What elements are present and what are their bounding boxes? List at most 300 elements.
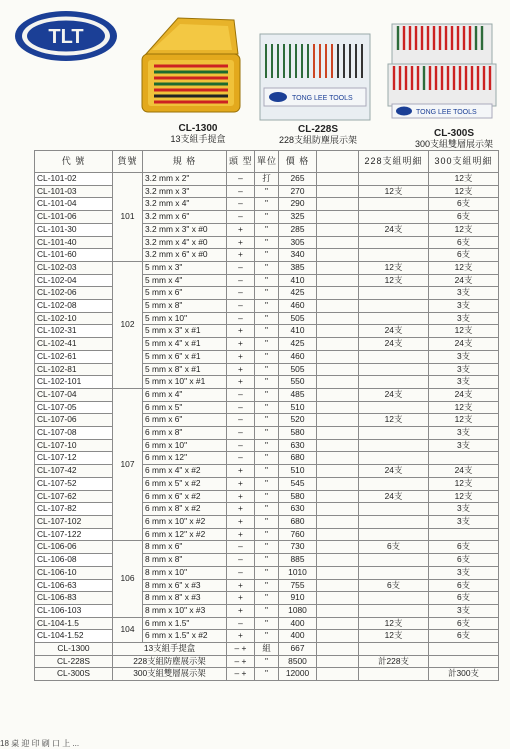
cell-blank — [317, 249, 359, 262]
cell-code: CL-102-04 — [35, 274, 113, 287]
cell-blank — [317, 592, 359, 605]
cell-head: – — [227, 541, 255, 554]
cell-set300: 24支 — [429, 274, 499, 287]
table-row — [35, 363, 499, 376]
cell-spec: 5 mm x 3" — [143, 261, 227, 274]
table-row — [35, 249, 499, 262]
caption-code: CL-1300 — [178, 123, 218, 134]
cell-desc: 13支組手提盒 — [113, 643, 227, 656]
cell-code: CL-102-03 — [35, 261, 113, 274]
cell-spec: 6 mm x 6" — [143, 414, 227, 427]
cell-blank — [317, 617, 359, 630]
table-row — [35, 401, 499, 414]
set-row — [35, 643, 499, 656]
cell-unit: " — [255, 249, 279, 262]
cell-spec: 8 mm x 10" — [143, 566, 227, 579]
cell-price: 545 — [279, 477, 317, 490]
cell-blank — [317, 287, 359, 300]
cell-head: – + — [227, 655, 255, 668]
display-brand-text: TONG LEE TOOLS — [292, 95, 353, 102]
cell-head: + — [227, 503, 255, 516]
cell-code: CL-107-12 — [35, 452, 113, 465]
cell-head: – — [227, 173, 255, 186]
table-row — [35, 338, 499, 351]
caption-cl-300s — [400, 128, 508, 150]
cell-price: 630 — [279, 503, 317, 516]
cell-spec: 5 mm x 4" — [143, 274, 227, 287]
cell-price: 340 — [279, 249, 317, 262]
cell-unit: " — [255, 515, 279, 528]
cell-spec: 5 mm x 10" x #1 — [143, 376, 227, 389]
caption-code: CL-300S — [433, 128, 474, 139]
cell-unit: " — [255, 592, 279, 605]
cell-set228 — [359, 376, 429, 389]
table-row — [35, 350, 499, 363]
cell-head: – — [227, 566, 255, 579]
cell-spec: 8 mm x 6" x #3 — [143, 579, 227, 592]
cell-blank — [317, 554, 359, 567]
cell-set300: 6支 — [429, 249, 499, 262]
cell-price: 520 — [279, 414, 317, 427]
set-row — [35, 668, 499, 681]
cell-head: – — [227, 287, 255, 300]
cell-set228 — [359, 350, 429, 363]
cell-blank — [317, 503, 359, 516]
table-row — [35, 312, 499, 325]
cell-head: + — [227, 528, 255, 541]
cell-spec: 5 mm x 3" x #1 — [143, 325, 227, 338]
table-row — [35, 211, 499, 224]
cell-price: 760 — [279, 528, 317, 541]
cell-head: – — [227, 414, 255, 427]
cell-goods: 104 — [113, 617, 143, 642]
cell-spec: 8 mm x 6" — [143, 541, 227, 554]
cell-spec: 5 mm x 6" x #1 — [143, 350, 227, 363]
table-row — [35, 579, 499, 592]
cell-unit: " — [255, 261, 279, 274]
table-header-row — [35, 151, 499, 173]
cell-spec: 6 mm x 10" x #2 — [143, 515, 227, 528]
cell-set228: 24支 — [359, 325, 429, 338]
cell-spec: 5 mm x 8" x #1 — [143, 363, 227, 376]
cell-unit: " — [255, 566, 279, 579]
cell-head: – — [227, 274, 255, 287]
cell-blank — [317, 439, 359, 452]
cell-blank — [317, 541, 359, 554]
cell-head: – — [227, 261, 255, 274]
cell-spec: 6 mm x 12" x #2 — [143, 528, 227, 541]
cell-set300: 6支 — [429, 236, 499, 249]
cell-price: 730 — [279, 541, 317, 554]
cell-set300: 12支 — [429, 477, 499, 490]
cell-head: + — [227, 249, 255, 262]
cell-code: CL-101-40 — [35, 236, 113, 249]
cell-spec: 6 mm x 8" x #2 — [143, 503, 227, 516]
cell-set228 — [359, 173, 429, 186]
cell-spec: 5 mm x 10" — [143, 312, 227, 325]
cell-blank — [317, 452, 359, 465]
cell-set228: 12支 — [359, 630, 429, 643]
cell-head: – — [227, 211, 255, 224]
cell-set300: 3支 — [429, 515, 499, 528]
cell-desc: 300支組雙層展示架 — [113, 668, 227, 681]
cell-set300: 6支 — [429, 211, 499, 224]
cell-head: – — [227, 198, 255, 211]
table-row — [35, 528, 499, 541]
cell-blank — [317, 363, 359, 376]
cell-unit: " — [255, 477, 279, 490]
cell-set300: 12支 — [429, 173, 499, 186]
table-row — [35, 515, 499, 528]
cell-head: + — [227, 579, 255, 592]
cell-unit: " — [255, 668, 279, 681]
table-row — [35, 477, 499, 490]
cell-blank — [317, 223, 359, 236]
cell-unit: " — [255, 439, 279, 452]
cell-goods: 107 — [113, 388, 143, 540]
table-row — [35, 414, 499, 427]
cell-price: 460 — [279, 300, 317, 313]
cell-set300: 3支 — [429, 363, 499, 376]
cell-set228 — [359, 427, 429, 440]
cell-price: 285 — [279, 223, 317, 236]
cell-price: 505 — [279, 312, 317, 325]
cell-unit: " — [255, 376, 279, 389]
cell-blank — [317, 388, 359, 401]
cell-blank — [317, 261, 359, 274]
cell-head: – + — [227, 643, 255, 656]
table-row — [35, 490, 499, 503]
cell-spec: 3.2 mm x 3" — [143, 185, 227, 198]
cell-set300: 3支 — [429, 503, 499, 516]
cell-set228: 12支 — [359, 274, 429, 287]
cell-set300: 6支 — [429, 592, 499, 605]
cell-code: CL-102-101 — [35, 376, 113, 389]
cell-set228 — [359, 401, 429, 414]
table-row — [35, 452, 499, 465]
table-row — [35, 300, 499, 313]
cell-price: 1080 — [279, 604, 317, 617]
cell-head: – — [227, 312, 255, 325]
cell-unit: " — [255, 655, 279, 668]
cell-head: – — [227, 401, 255, 414]
header-code: 代 號 — [35, 151, 113, 173]
cell-head: – — [227, 439, 255, 452]
caption-desc: 13支組手提盒 — [170, 134, 226, 144]
cell-set228: 24支 — [359, 388, 429, 401]
cell-head: + — [227, 223, 255, 236]
cell-blank — [317, 173, 359, 186]
cell-code: CL-106-10 — [35, 566, 113, 579]
product-image-cl-300s — [384, 18, 500, 122]
cell-code: CL-107-04 — [35, 388, 113, 401]
header-set300: 300支組明細 — [429, 151, 499, 173]
cell-code: CL-101-02 — [35, 173, 113, 186]
cell-unit: " — [255, 465, 279, 478]
cell-spec: 3.2 mm x 4" x #0 — [143, 236, 227, 249]
cell-code: CL-107-08 — [35, 427, 113, 440]
cell-price: 680 — [279, 515, 317, 528]
cell-code: CL-1300 — [35, 643, 113, 656]
cell-spec: 3.2 mm x 6" — [143, 211, 227, 224]
cell-blank — [317, 643, 359, 656]
cell-price: 400 — [279, 630, 317, 643]
cell-set228: 24支 — [359, 465, 429, 478]
cell-set300: 3支 — [429, 287, 499, 300]
cell-set300: 12支 — [429, 490, 499, 503]
cell-set228 — [359, 363, 429, 376]
table-body — [35, 173, 499, 681]
cell-set300 — [429, 655, 499, 668]
cell-price: 410 — [279, 274, 317, 287]
cell-price: 410 — [279, 325, 317, 338]
cell-set228 — [359, 211, 429, 224]
cell-blank — [317, 401, 359, 414]
tlt-logo — [14, 10, 118, 62]
cell-price: 630 — [279, 439, 317, 452]
cell-code: CL-106-08 — [35, 554, 113, 567]
cell-head: + — [227, 236, 255, 249]
cell-desc: 228支組防塵展示架 — [113, 655, 227, 668]
cell-unit: " — [255, 312, 279, 325]
cell-price: 885 — [279, 554, 317, 567]
cell-spec: 6 mm x 10" — [143, 439, 227, 452]
cell-code: CL-102-61 — [35, 350, 113, 363]
cell-blank — [317, 274, 359, 287]
cell-price: 510 — [279, 465, 317, 478]
cell-blank — [317, 312, 359, 325]
cell-price: 425 — [279, 338, 317, 351]
cell-set228 — [359, 554, 429, 567]
cell-code: CL-102-06 — [35, 287, 113, 300]
cell-set300: 6支 — [429, 554, 499, 567]
cell-code: CL-107-122 — [35, 528, 113, 541]
header-unit: 單位 — [255, 151, 279, 173]
cell-head: – + — [227, 668, 255, 681]
cell-blank — [317, 236, 359, 249]
cell-set300 — [429, 528, 499, 541]
cell-head: + — [227, 363, 255, 376]
cell-unit: " — [255, 401, 279, 414]
cell-blank — [317, 579, 359, 592]
cell-head: + — [227, 376, 255, 389]
cell-head: – — [227, 452, 255, 465]
cell-set300: 3支 — [429, 604, 499, 617]
cell-unit: " — [255, 236, 279, 249]
cell-code: CL-107-82 — [35, 503, 113, 516]
cell-set228 — [359, 249, 429, 262]
table-row — [35, 503, 499, 516]
table-row — [35, 604, 499, 617]
cell-set228: 12支 — [359, 185, 429, 198]
cell-unit: " — [255, 452, 279, 465]
cell-unit: " — [255, 338, 279, 351]
table-row — [35, 427, 499, 440]
cell-unit: " — [255, 414, 279, 427]
cell-set228 — [359, 643, 429, 656]
cell-code: CL-101-60 — [35, 249, 113, 262]
cell-set228: 24支 — [359, 490, 429, 503]
cell-price: 667 — [279, 643, 317, 656]
cell-code: CL-101-04 — [35, 198, 113, 211]
cell-spec: 3.2 mm x 2" — [143, 173, 227, 186]
table-row — [35, 236, 499, 249]
cell-head: + — [227, 350, 255, 363]
table-row — [35, 554, 499, 567]
cell-spec: 3.2 mm x 4" — [143, 198, 227, 211]
cell-set300: 6支 — [429, 617, 499, 630]
cell-set300: 3支 — [429, 376, 499, 389]
cell-unit: " — [255, 604, 279, 617]
cell-blank — [317, 325, 359, 338]
cell-code: CL-102-08 — [35, 300, 113, 313]
cell-unit: 組 — [255, 643, 279, 656]
cell-code: CL-104-1.5 — [35, 617, 113, 630]
cell-spec: 5 mm x 4" x #1 — [143, 338, 227, 351]
cell-set300: 3支 — [429, 427, 499, 440]
cell-blank — [317, 490, 359, 503]
cell-unit: " — [255, 198, 279, 211]
cell-set228 — [359, 198, 429, 211]
cell-price: 505 — [279, 363, 317, 376]
cell-unit: 打 — [255, 173, 279, 186]
cell-spec: 6 mm x 8" — [143, 427, 227, 440]
cell-spec: 3.2 mm x 6" x #0 — [143, 249, 227, 262]
cell-set300: 3支 — [429, 566, 499, 579]
cell-spec: 6 mm x 4" — [143, 388, 227, 401]
table-row — [35, 173, 499, 186]
cell-code: CL-107-102 — [35, 515, 113, 528]
table-row — [35, 617, 499, 630]
cell-spec: 5 mm x 6" — [143, 287, 227, 300]
cell-code: CL-106-83 — [35, 592, 113, 605]
cell-spec: 6 mm x 5" x #2 — [143, 477, 227, 490]
display-brand-text: TONG LEE TOOLS — [416, 109, 477, 116]
cell-set228: 計228支 — [359, 655, 429, 668]
cell-blank — [317, 477, 359, 490]
cell-blank — [317, 515, 359, 528]
logo-text: TLT — [48, 26, 84, 48]
cell-goods: 106 — [113, 541, 143, 617]
cell-set228: 12支 — [359, 414, 429, 427]
cell-price: 270 — [279, 185, 317, 198]
cell-blank — [317, 211, 359, 224]
table-row — [35, 388, 499, 401]
table-row — [35, 185, 499, 198]
cell-code: CL-102-41 — [35, 338, 113, 351]
cell-blank — [317, 376, 359, 389]
header-set228: 228支組明細 — [359, 151, 429, 173]
cell-price: 425 — [279, 287, 317, 300]
cell-code: CL-104-1.52 — [35, 630, 113, 643]
cell-set228 — [359, 592, 429, 605]
cell-set300: 3支 — [429, 350, 499, 363]
product-image-cl-1300 — [138, 14, 244, 116]
caption-cl-1300 — [148, 123, 248, 145]
caption-code: CL-228S — [297, 124, 338, 135]
cell-spec: 6 mm x 12" — [143, 452, 227, 465]
cell-set228 — [359, 668, 429, 681]
cell-blank — [317, 300, 359, 313]
cell-price: 400 — [279, 617, 317, 630]
table-row — [35, 630, 499, 643]
cell-set300: 6支 — [429, 198, 499, 211]
cell-code: CL-102-10 — [35, 312, 113, 325]
cell-price: 325 — [279, 211, 317, 224]
cell-head: – — [227, 388, 255, 401]
cell-unit: " — [255, 223, 279, 236]
header-price: 價 格 — [279, 151, 317, 173]
cell-blank — [317, 198, 359, 211]
cell-set300: 12支 — [429, 401, 499, 414]
cell-unit: " — [255, 541, 279, 554]
cell-set228: 12支 — [359, 617, 429, 630]
cell-set228: 24支 — [359, 338, 429, 351]
cell-unit: " — [255, 325, 279, 338]
table-row — [35, 274, 499, 287]
cell-spec: 8 mm x 8" x #3 — [143, 592, 227, 605]
cell-price: 580 — [279, 427, 317, 440]
cell-price: 485 — [279, 388, 317, 401]
cell-set300: 12支 — [429, 414, 499, 427]
cell-set300: 12支 — [429, 223, 499, 236]
cell-set300: 12支 — [429, 325, 499, 338]
cell-unit: " — [255, 579, 279, 592]
price-table — [34, 150, 499, 681]
cell-set300: 3支 — [429, 312, 499, 325]
cell-unit: " — [255, 350, 279, 363]
cell-code: CL-106-63 — [35, 579, 113, 592]
cell-set228 — [359, 566, 429, 579]
header-blank — [317, 151, 359, 173]
cell-price: 910 — [279, 592, 317, 605]
cell-head: + — [227, 477, 255, 490]
cell-unit: " — [255, 388, 279, 401]
table-row — [35, 465, 499, 478]
cell-set228 — [359, 236, 429, 249]
cell-price: 290 — [279, 198, 317, 211]
cell-unit: " — [255, 554, 279, 567]
cell-price: 265 — [279, 173, 317, 186]
cell-head: – — [227, 554, 255, 567]
cell-head: – — [227, 617, 255, 630]
cell-code: CL-101-03 — [35, 185, 113, 198]
cell-code: CL-102-31 — [35, 325, 113, 338]
cell-set300: 6支 — [429, 579, 499, 592]
cell-unit: " — [255, 274, 279, 287]
cell-set300: 計300支 — [429, 668, 499, 681]
cell-code: CL-107-42 — [35, 465, 113, 478]
cell-code: CL-300S — [35, 668, 113, 681]
cell-head: + — [227, 630, 255, 643]
caption-desc: 228支組防塵展示架 — [278, 135, 358, 145]
cell-price: 385 — [279, 261, 317, 274]
cell-unit: " — [255, 503, 279, 516]
cell-set300: 6支 — [429, 630, 499, 643]
table-row — [35, 261, 499, 274]
cell-head: + — [227, 338, 255, 351]
cell-head: + — [227, 465, 255, 478]
cell-unit: " — [255, 363, 279, 376]
table-row — [35, 439, 499, 452]
cell-spec: 6 mm x 5" — [143, 401, 227, 414]
cell-spec: 8 mm x 8" — [143, 554, 227, 567]
cell-unit: " — [255, 617, 279, 630]
cell-set228 — [359, 528, 429, 541]
table-row — [35, 566, 499, 579]
cell-set228 — [359, 477, 429, 490]
cell-price: 12000 — [279, 668, 317, 681]
